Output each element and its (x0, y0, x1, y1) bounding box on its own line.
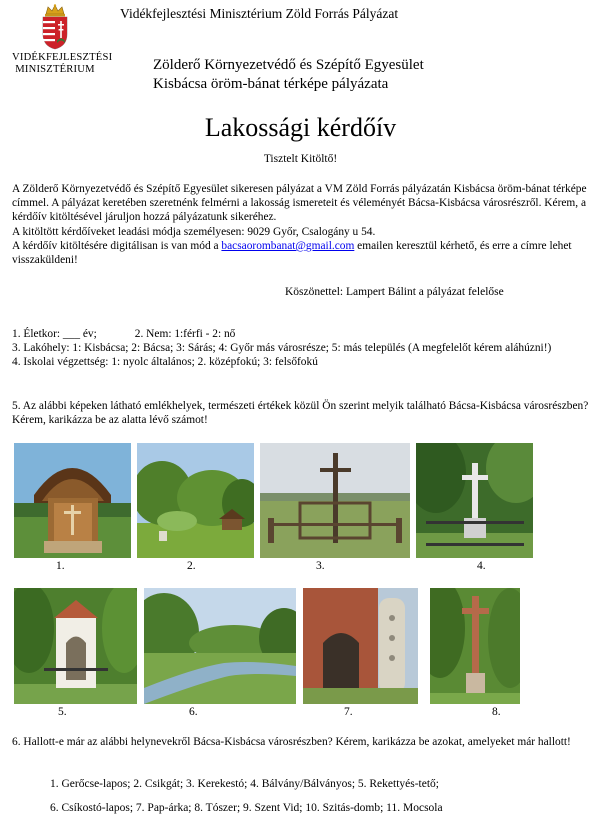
photo-3-image (260, 443, 410, 558)
photo-5-image (14, 588, 137, 704)
intro-p3-end: emailen keresztül kérhető, és erre a címre lehet visszaküldeni! (12, 239, 572, 267)
photo-6-number[interactable]: 6. (189, 706, 198, 718)
logo-text-line2: MINISZTÉRIUM (15, 64, 95, 75)
intro-paragraph-3 (12, 239, 592, 267)
place-names-line-1: 1. Gerőcse-lapos; 2. Csikgát; 3. Kerekestó; 4. Bálvány/Bálványos; 5. Rekettyés-tető; (50, 778, 440, 790)
question-5: 5. Az alábbi képeken látható emlékhelyek, természeti értékek közül Ön szerint melyik található Bácsa-Kisbácsa városrészben? Kérem, karikázza be az alatta lévő számot! (12, 400, 589, 427)
signature-line: Köszönettel: Lampert Bálint a pályázat felelőse (285, 286, 504, 298)
greeting: Tisztelt Kitöltő! (263, 153, 338, 165)
place-names-line-2: 6. Csíkostó-lapos; 7. Pap-árka; 8. Tószer; 9. Szent Vid; 10. Szitás-domb; 11. Mocsola (50, 802, 443, 814)
photo-7-number[interactable]: 7. (344, 706, 353, 718)
photo-4-white-cross (416, 443, 533, 558)
project-name: Kisbácsa öröm-bánat térképe pályázata (153, 76, 389, 92)
email-link[interactable]: bacsaorombanat@gmail.com (221, 239, 355, 252)
photo-7-brick-gate (303, 588, 418, 704)
photo-4-image (416, 443, 533, 558)
photo-1-image (14, 443, 131, 558)
logo-text-line1: VIDÉKFEJLESZTÉSI (12, 52, 113, 63)
question-4: 4. Iskolai végzettség: 1: nyolc általános; 2. középfokú; 3: felsőfokú (12, 356, 318, 369)
photo-1-wooden-shrine (14, 443, 131, 558)
photo-8-stone-cross (430, 588, 520, 704)
intro-text (12, 182, 592, 267)
photo-2-image (137, 443, 254, 558)
question-6: 6. Hallott-e már az alábbi helynevekről Bácsa-Kisbácsa városrészben? Kérem, karikázza be azokat, amelyeket már hallott! (12, 736, 571, 748)
photo-1-number[interactable]: 1. (56, 560, 65, 572)
photo-8-image (430, 588, 520, 704)
photo-2-meadow (137, 443, 254, 558)
photo-3-cross-grave (260, 443, 410, 558)
question-3: 3. Lakóhely: 1: Kisbácsa; 2: Bácsa; 3: Sárás; 4: Győr más városrésze; 5: más település (A megfelelőt kérem aláhúzni!) (12, 342, 552, 355)
photo-5-chapel (14, 588, 137, 704)
photo-3-number[interactable]: 3. (316, 560, 325, 572)
question-1-2-row (12, 327, 597, 341)
photo-7-image (303, 588, 418, 704)
ministry-logo (12, 4, 113, 76)
intro-paragraph-2: A kitöltött kérdőíveket leadási módja személyesen: 9029 Győr, Csalogány u 54. (12, 225, 376, 238)
photo-5-number[interactable]: 5. (58, 706, 67, 718)
hungarian-coat-of-arms-icon (38, 4, 72, 50)
program-name: Vidékfejlesztési Minisztérium Zöld Forrás Pályázat (120, 6, 399, 21)
photo-4-number[interactable]: 4. (477, 560, 486, 572)
question-2: 2. Nem: 1:férfi - 2: nő (134, 328, 236, 340)
association-block (153, 56, 424, 94)
questions-1-4 (12, 327, 597, 370)
page-title: Lakossági kérdőív (204, 113, 397, 142)
photo-6-river (144, 588, 296, 704)
photo-2-number[interactable]: 2. (187, 560, 196, 572)
intro-paragraph-1: A Zölderő Környezetvédő és Szépítő Egyesület sikeresen pályázat a VM Zöld Forrás pályázatán Kisbácsa öröm-bánat térképe címmel. A pályázat keretében szeretnénk felmérni a lakosság ismereteit és véleményét Bácsa-Kisbácsa városrészről. Kérem, a kérdőív kitöltésével járuljon hozzá pályázatunk sikeréhez. (12, 183, 587, 224)
intro-p3-start: A kérdőív kitöltésére digitálisan is van mód a (12, 239, 222, 252)
photo-6-image (144, 588, 296, 704)
photo-8-number[interactable]: 8. (492, 706, 501, 718)
question-1: 1. Életkor: ___ év; (12, 328, 97, 340)
association-name: Zölderő Környezetvédő és Szépítő Egyesület (153, 57, 424, 73)
